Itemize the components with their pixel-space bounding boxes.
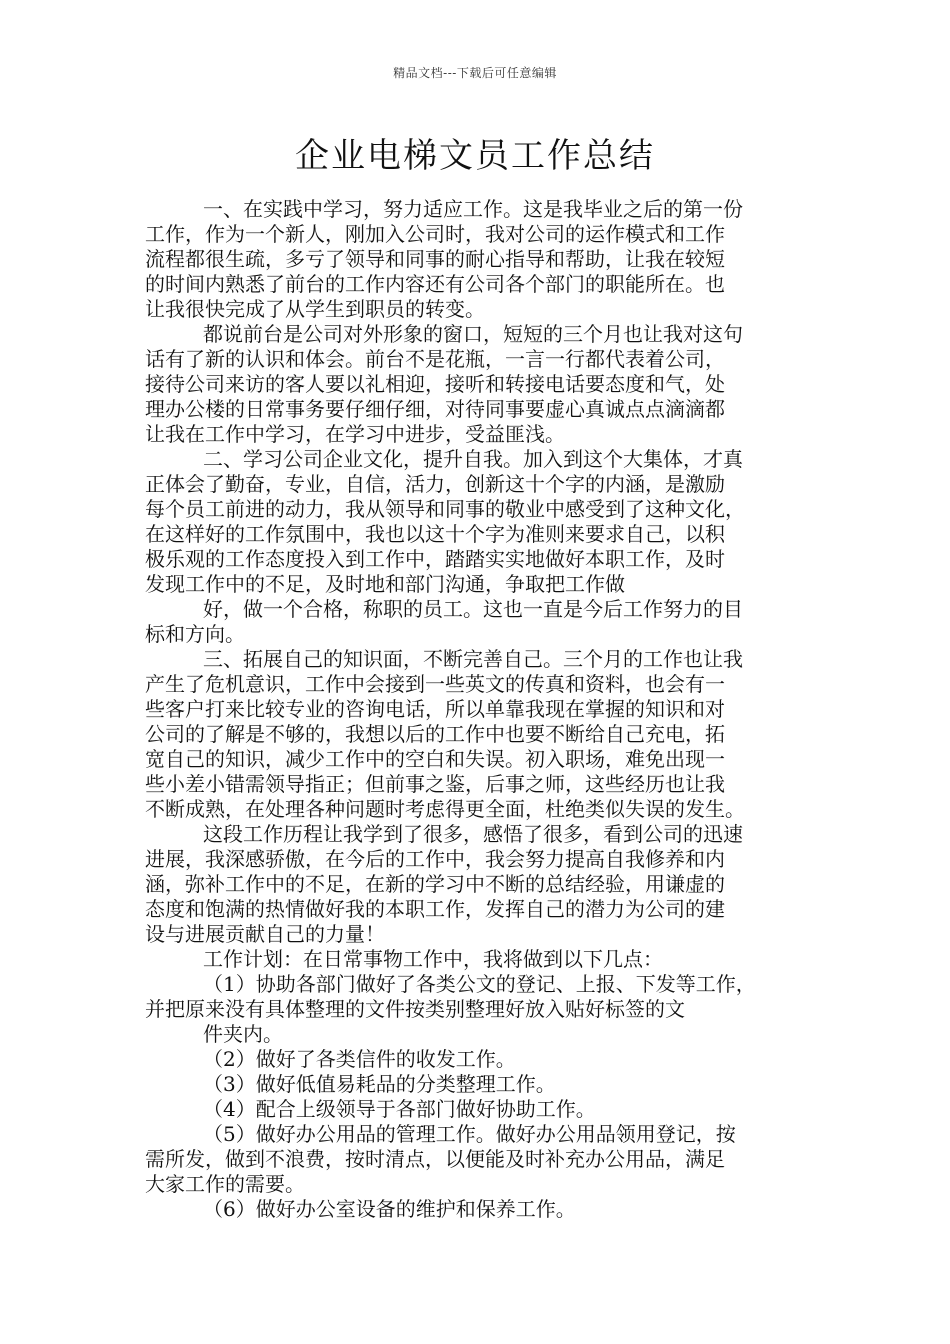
body-line: 在这样好的工作氛围中，我也以这十个字为准则来要求自己，以积 [145, 522, 725, 546]
body-line: （1）协助各部门做好了各类公文的登记、上报、下发等工作， [203, 972, 756, 996]
body-line: 每个员工前进的动力，我从领导和同事的敬业中感受到了这种文化， [145, 497, 745, 521]
body-line: 发现工作中的不足，及时地和部门沟通，争取把工作做 [145, 572, 625, 596]
body-line: 都说前台是公司对外形象的窗口，短短的三个月也让我对这句 [203, 322, 743, 346]
document-body [145, 197, 813, 1222]
body-line: 流程都很生疏，多亏了领导和同事的耐心指导和帮助，让我在较短 [145, 247, 725, 271]
body-line: 标和方向。 [145, 622, 245, 646]
body-line: 话有了新的认识和体会。前台不是花瓶，一言一行都代表着公司， [145, 347, 725, 371]
body-line: 三、拓展自己的知识面，不断完善自己。三个月的工作也让我 [203, 647, 743, 671]
body-line: 需所发，做到不浪费，按时清点，以便能及时补充办公用品，满足 [145, 1147, 725, 1171]
body-line: 宽自己的知识，减少工作中的空白和失误。初入职场，难免出现一 [145, 747, 725, 771]
document-title: 企业电梯文员工作总结 [295, 136, 655, 176]
body-line: 并把原来没有具体整理的文件按类别整理好放入贴好标签的文 [145, 997, 685, 1021]
body-line: （6）做好办公室设备的维护和保养工作。 [203, 1197, 576, 1221]
body-line: 的时间内熟悉了前台的工作内容还有公司各个部门的职能所在。也 [145, 272, 725, 296]
body-line: 涵，弥补工作中的不足，在新的学习中不断的总结经验，用谦虚的 [145, 872, 725, 896]
body-line: 一、在实践中学习，努力适应工作。这是我毕业之后的第一份 [203, 197, 743, 221]
body-line: 不断成熟，在处理各种问题时考虑得更全面，杜绝类似失误的发生。 [145, 797, 745, 821]
body-line: （5）做好办公用品的管理工作。做好办公用品领用登记，按 [203, 1122, 736, 1146]
body-line: 理办公楼的日常事务要仔细仔细，对待同事要虚心真诚点点滴滴都 [145, 397, 725, 421]
body-line: 态度和饱满的热情做好我的本职工作，发挥自己的潜力为公司的建 [145, 897, 725, 921]
header-note: 精品文档---下载后可任意编辑 [393, 66, 557, 80]
body-line: 极乐观的工作态度投入到工作中，踏踏实实地做好本职工作，及时 [145, 547, 725, 571]
body-line: 让我很快完成了从学生到职员的转变。 [145, 297, 485, 321]
body-line: 工作，作为一个新人，刚加入公司时，我对公司的运作模式和工作 [145, 222, 725, 246]
body-line: 些客户打来比较专业的咨询电话，所以单靠我现在掌握的知识和对 [145, 697, 725, 721]
body-line: 件夹内。 [203, 1022, 283, 1046]
body-line: 这段工作历程让我学到了很多，感悟了很多，看到公司的迅速 [203, 822, 743, 846]
body-line: 正体会了勤奋，专业，自信，活力，创新这十个字的内涵，是激励 [145, 472, 725, 496]
body-line: 让我在工作中学习，在学习中进步，受益匪浅。 [145, 422, 565, 446]
body-line: 产生了危机意识，工作中会接到一些英文的传真和资料，也会有一 [145, 672, 725, 696]
body-line: 设与进展贡献自己的力量！ [145, 922, 385, 946]
body-line: 些小差小错需领导指正；但前事之鉴，后事之师，这些经历也让我 [145, 772, 725, 796]
body-line: 大家工作的需要。 [145, 1172, 305, 1196]
body-line: （2）做好了各类信件的收发工作。 [203, 1047, 516, 1071]
body-line: 二、学习公司企业文化，提升自我。加入到这个大集体，才真 [203, 447, 743, 471]
body-line: 好，做一个合格，称职的员工。这也一直是今后工作努力的目 [203, 597, 743, 621]
body-line: （4）配合上级领导于各部门做好协助工作。 [203, 1097, 596, 1121]
body-line: 公司的了解是不够的，我想以后的工作中也要不断给自己充电，拓 [145, 722, 725, 746]
body-line: 进展，我深感骄傲，在今后的工作中，我会努力提高自我修养和内 [145, 847, 725, 871]
body-line: （3）做好低值易耗品的分类整理工作。 [203, 1072, 556, 1096]
body-line: 接待公司来访的客人要以礼相迎，接听和转接电话要态度和气，处 [145, 372, 725, 396]
body-line: 工作计划：在日常事物工作中，我将做到以下几点： [203, 947, 663, 971]
